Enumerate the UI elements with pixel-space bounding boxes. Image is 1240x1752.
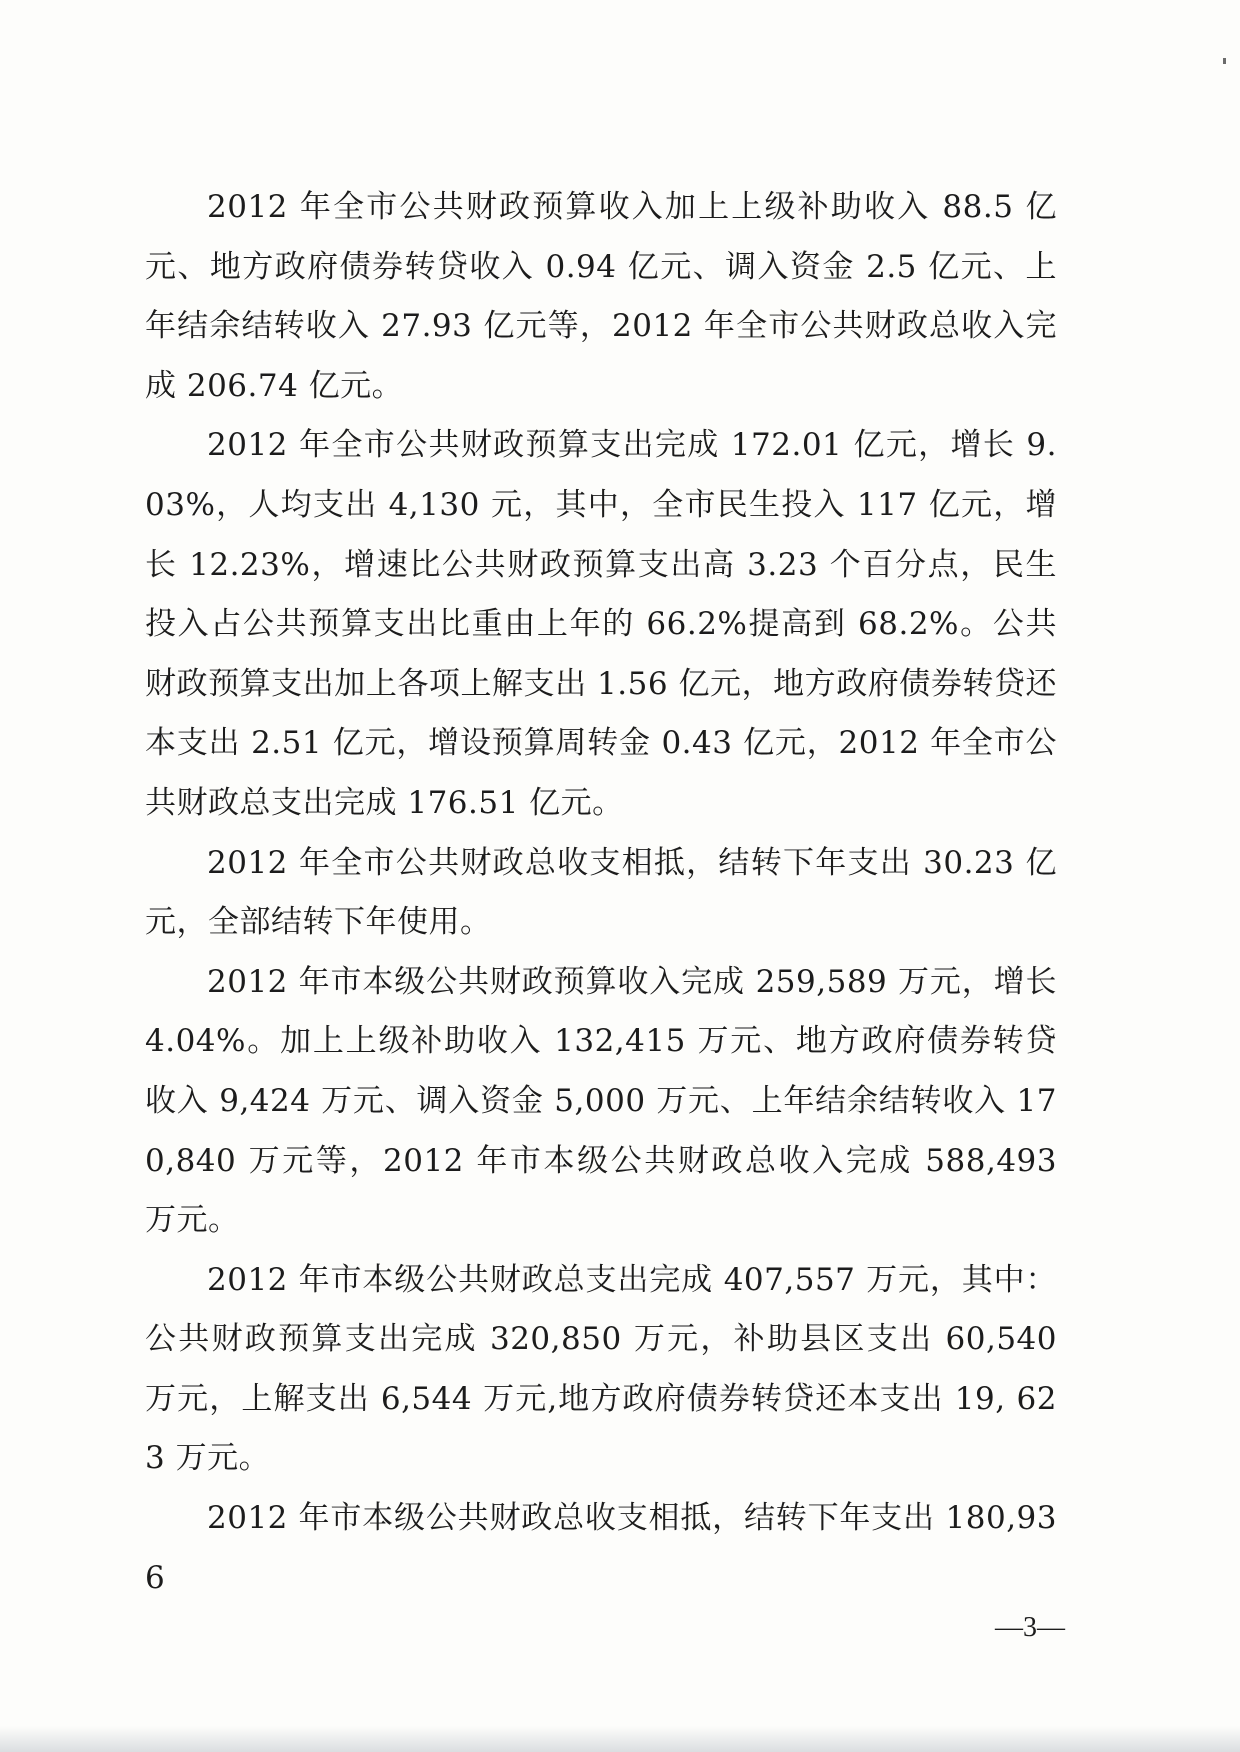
- paragraph-city-level-expenditure: 2012 年市本级公共财政总支出完成 407,557 万元，其中：公共财政预算支出完成 320,850 万元，补助县区支出 60,540 万元，上解支出 6,544 万元,地方政府债券转贷还本支出 19, 623 万元。: [145, 1261, 1057, 1477]
- paragraph-total-expenditure: 2012 年全市公共财政预算支出完成 172.01 亿元，增长 9.03%，人均支出 4,130 元，其中，全市民生投入 117 亿元，增长 12.23%，增速比公共财政预算支出高 3.23 个百分点，民生投入占公共预算支出比重由上年的 66.2%提高到 68.2%。公共财政预算支出加上各项上解支出 1.56 亿元，地方政府债券转贷还本支出 2.51 亿元，增设预算周转金 0.43 亿元，2012 年全市公共财政总支出完成 176.51 亿元。: [145, 427, 1057, 821]
- document-body: [145, 178, 1057, 1608]
- paragraph-city-level-revenue: 2012 年市本级公共财政预算收入完成 259,589 万元，增长 4.04%。加上上级补助收入 132,415 万元、地方政府债券转贷收入 9,424 万元、调入资金 5,000 万元、上年结余结转收入 170,840 万元等，2012 年市本级公共财政总收入完成 588,493 万元。: [145, 963, 1057, 1239]
- scan-edge-mark: [1223, 58, 1226, 64]
- paragraph-city-level-balance: 2012 年市本级公共财政总收支相抵，结转下年支出 180,936: [145, 1500, 1057, 1596]
- paragraph-total-revenue: 2012 年全市公共财政预算收入加上上级补助收入 88.5 亿元、地方政府债券转贷收入 0.94 亿元、调入资金 2.5 亿元、上年结余结转收入 27.93 亿元等，2012 年全市公共财政总收入完成 206.74 亿元。: [145, 189, 1057, 404]
- page-number: —3—: [995, 1612, 1065, 1643]
- paragraph-balance-carryover: 2012 年全市公共财政总收支相抵，结转下年支出 30.23 亿元，全部结转下年使用。: [145, 844, 1057, 941]
